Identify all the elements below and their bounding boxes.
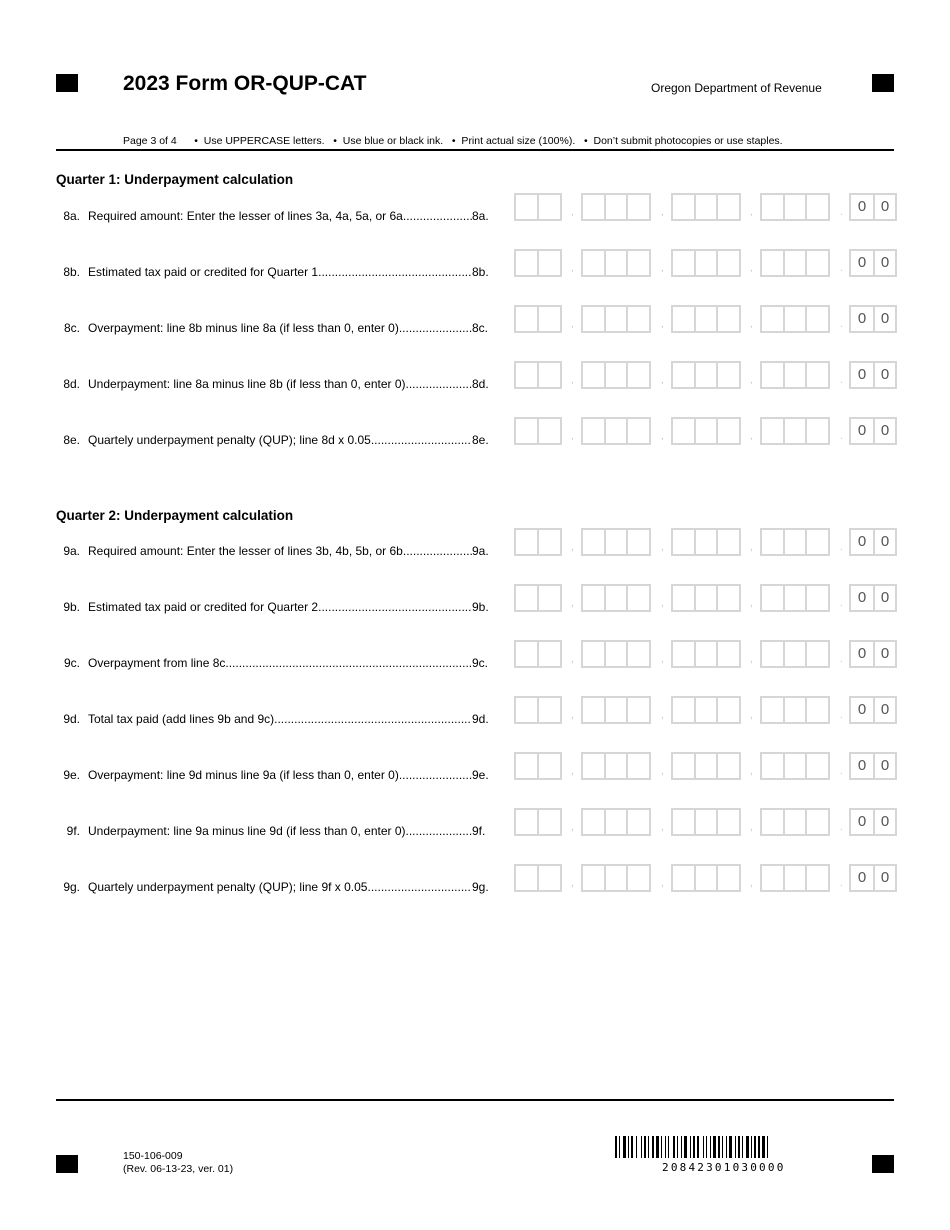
comma-separator: , <box>661 375 664 386</box>
amount-cells-units[interactable] <box>760 417 830 445</box>
line-description <box>88 712 472 726</box>
cents-digit: 0 <box>873 195 895 219</box>
registration-mark-top-left <box>56 74 78 92</box>
amount-cells-hundreds[interactable] <box>671 193 741 221</box>
barcode-bar <box>684 1136 687 1158</box>
amount-cells-hundreds[interactable] <box>671 361 741 389</box>
amount-cells-thousands[interactable] <box>581 249 651 277</box>
line-label: Quartely underpayment penalty (QUP); line 9f x 0.05 <box>88 880 368 894</box>
comma-separator: , <box>571 263 574 274</box>
cents-digit: 0 <box>873 251 895 275</box>
barcode-bar <box>746 1136 749 1158</box>
barcode-bar <box>710 1136 711 1158</box>
form-line <box>0 696 950 732</box>
line-number: 8b. <box>63 265 80 279</box>
decimal-point: . <box>840 598 843 609</box>
form-line <box>0 864 950 900</box>
barcode-bar <box>706 1136 707 1158</box>
line-description <box>88 433 472 447</box>
comma-separator: , <box>571 710 574 721</box>
line-description <box>88 265 472 279</box>
decimal-point: . <box>840 207 843 218</box>
form-line <box>0 808 950 844</box>
amount-cells-millions[interactable] <box>514 864 562 892</box>
comma-separator: , <box>661 822 664 833</box>
comma-separator: , <box>750 263 753 274</box>
cents-digit: 0 <box>857 701 867 718</box>
amount-cells-millions[interactable] <box>514 305 562 333</box>
barcode-bar <box>619 1136 620 1158</box>
line-description <box>88 880 472 894</box>
instructions-line <box>123 135 783 147</box>
amount-cells-thousands[interactable] <box>581 305 651 333</box>
comma-separator: , <box>661 319 664 330</box>
amount-cells-thousands[interactable] <box>581 584 651 612</box>
line-label: Underpayment: line 8a minus line 8b (if less than 0, enter 0) <box>88 377 406 391</box>
amount-cells-millions[interactable] <box>514 584 562 612</box>
footer-rule <box>56 1099 894 1101</box>
barcode-bar <box>681 1136 682 1158</box>
amount-cells-units[interactable] <box>760 696 830 724</box>
decimal-point: . <box>840 319 843 330</box>
leader-dots <box>403 209 472 223</box>
line-reference: 8a. <box>472 209 489 223</box>
amount-cells-millions[interactable] <box>514 417 562 445</box>
page-indicator: Page 3 of 4 <box>123 135 177 147</box>
cents-digit: 0 <box>873 698 895 722</box>
barcode-bar <box>673 1136 675 1158</box>
leader-dots <box>225 656 472 670</box>
line-description <box>88 768 472 782</box>
barcode-bar <box>636 1136 637 1158</box>
amount-cells-thousands[interactable] <box>581 528 651 556</box>
line-label: Total tax paid (add lines 9b and 9c) <box>88 712 275 726</box>
comma-separator: , <box>571 375 574 386</box>
barcode-bar <box>738 1136 740 1158</box>
comma-separator: , <box>661 598 664 609</box>
decimal-point: . <box>840 878 843 889</box>
cents-digit: 0 <box>873 419 895 443</box>
line-reference: 9b. <box>472 600 489 614</box>
barcode-bar <box>713 1136 716 1158</box>
form-title: 2023 Form OR-QUP-CAT <box>123 72 367 95</box>
comma-separator: , <box>750 822 753 833</box>
barcode-bar <box>661 1136 662 1158</box>
comma-separator: , <box>661 542 664 553</box>
amount-cells-units[interactable] <box>760 249 830 277</box>
line-reference: 9d. <box>472 712 489 726</box>
cents-cells[interactable] <box>849 864 897 892</box>
amount-cells-thousands[interactable] <box>581 193 651 221</box>
line-description <box>88 321 472 335</box>
comma-separator: , <box>750 654 753 665</box>
cents-digit: 0 <box>857 366 867 383</box>
comma-separator: , <box>661 878 664 889</box>
form-line <box>0 584 950 620</box>
line-description <box>88 600 472 614</box>
amount-cells-millions[interactable] <box>514 808 562 836</box>
cents-digit: 0 <box>857 533 867 550</box>
cents-cells[interactable] <box>849 417 897 445</box>
amount-cells-units[interactable] <box>760 305 830 333</box>
comma-separator: , <box>750 710 753 721</box>
comma-separator: , <box>661 710 664 721</box>
comma-separator: , <box>571 654 574 665</box>
line-label: Overpayment: line 9d minus line 9a (if less than 0, enter 0) <box>88 768 399 782</box>
cents-cells[interactable] <box>849 193 897 221</box>
amount-cells-millions[interactable] <box>514 528 562 556</box>
amount-cells-thousands[interactable] <box>581 752 651 780</box>
quarter2-heading: Quarter 2: Underpayment calculation <box>56 508 294 523</box>
line-description <box>88 656 472 670</box>
barcode-bar <box>631 1136 633 1158</box>
cents-digit: 0 <box>857 198 867 215</box>
barcode-bar <box>703 1136 704 1158</box>
leader-dots <box>367 880 472 894</box>
registration-mark-bottom-left <box>56 1155 78 1173</box>
line-number: 9f. <box>66 824 80 838</box>
registration-mark-bottom-right <box>872 1155 894 1173</box>
line-label: Quartely underpayment penalty (QUP); line 8d x 0.05 <box>88 433 371 447</box>
decimal-point: . <box>840 263 843 274</box>
cents-cells[interactable] <box>849 752 897 780</box>
comma-separator: , <box>661 766 664 777</box>
print-instructions: • Use UPPERCASE letters. • Use blue or black ink. • Print actual size (100%). • Don’t submit photocopies or use staples. <box>194 135 783 147</box>
cents-digit: 0 <box>857 757 867 774</box>
line-reference: 9e. <box>472 768 489 782</box>
amount-cells-hundreds[interactable] <box>671 640 741 668</box>
line-reference: 8c. <box>472 321 489 335</box>
comma-separator: , <box>571 598 574 609</box>
barcode-bar <box>641 1136 642 1158</box>
cents-cells[interactable] <box>849 696 897 724</box>
barcode-bar <box>762 1136 765 1158</box>
comma-separator: , <box>661 654 664 665</box>
form-line <box>0 528 950 564</box>
line-label: Overpayment: line 8b minus line 8a (if less than 0, enter 0) <box>88 321 399 335</box>
cents-digit: 0 <box>857 254 867 271</box>
amount-cells-thousands[interactable] <box>581 808 651 836</box>
barcode-bar <box>735 1136 736 1158</box>
line-reference: 8e. <box>472 433 489 447</box>
cents-digit: 0 <box>857 589 867 606</box>
amount-cells-hundreds[interactable] <box>671 417 741 445</box>
department-name: Oregon Department of Revenue <box>651 81 822 95</box>
form-line <box>0 640 950 676</box>
cents-digit: 0 <box>873 307 895 331</box>
cents-digit: 0 <box>873 530 895 554</box>
barcode-bar <box>718 1136 720 1158</box>
amount-cells-millions[interactable] <box>514 193 562 221</box>
barcode-bar <box>742 1136 743 1158</box>
amount-cells-millions[interactable] <box>514 640 562 668</box>
line-description <box>88 209 472 223</box>
amount-cells-units[interactable] <box>760 640 830 668</box>
cents-digit: 0 <box>857 645 867 662</box>
form-revision: (Rev. 06-13-23, ver. 01) <box>123 1163 234 1175</box>
amount-cells-units[interactable] <box>760 361 830 389</box>
line-number: 9e. <box>63 768 80 782</box>
cents-digit: 0 <box>873 363 895 387</box>
line-number: 8d. <box>63 377 80 391</box>
cents-digit: 0 <box>857 869 867 886</box>
form-line <box>0 193 950 229</box>
barcode-number: 20842301030000 <box>662 1161 786 1174</box>
amount-cells-units[interactable] <box>760 528 830 556</box>
amount-cells-hundreds[interactable] <box>671 864 741 892</box>
leader-dots <box>403 544 472 558</box>
amount-cells-units[interactable] <box>760 752 830 780</box>
line-description <box>88 824 472 838</box>
header-rule <box>56 149 894 151</box>
barcode-bar <box>644 1136 646 1158</box>
cents-digit: 0 <box>857 813 867 830</box>
decimal-point: . <box>840 766 843 777</box>
line-label: Required amount: Enter the lesser of lines 3a, 4a, 5a, or 6a <box>88 209 403 223</box>
line-reference: 9a. <box>472 544 489 558</box>
line-label: Underpayment: line 9a minus line 9d (if less than 0, enter 0) <box>88 824 406 838</box>
registration-mark-top-right <box>872 74 894 92</box>
barcode-bar <box>677 1136 678 1158</box>
amount-cells-hundreds[interactable] <box>671 752 741 780</box>
decimal-point: . <box>840 542 843 553</box>
line-reference: 8b. <box>472 265 489 279</box>
leader-dots <box>406 824 472 838</box>
line-label: Required amount: Enter the lesser of lines 3b, 4b, 5b, or 6b <box>88 544 403 558</box>
amount-cells-millions[interactable] <box>514 361 562 389</box>
cents-digit: 0 <box>873 866 895 890</box>
form-line <box>0 752 950 788</box>
cents-cells[interactable] <box>849 249 897 277</box>
comma-separator: , <box>571 878 574 889</box>
cents-cells[interactable] <box>849 528 897 556</box>
comma-separator: , <box>571 431 574 442</box>
barcode-bar <box>726 1136 727 1158</box>
barcode-bar <box>751 1136 752 1158</box>
amount-cells-units[interactable] <box>760 193 830 221</box>
barcode-bar <box>722 1136 723 1158</box>
amount-cells-millions[interactable] <box>514 752 562 780</box>
leader-dots <box>318 600 472 614</box>
barcode-bar <box>665 1136 666 1158</box>
decimal-point: . <box>840 710 843 721</box>
barcode-bar <box>668 1136 669 1158</box>
barcode-bar <box>648 1136 649 1158</box>
line-number: 9d. <box>63 712 80 726</box>
barcode-bar <box>628 1136 629 1158</box>
cents-digit: 0 <box>873 810 895 834</box>
comma-separator: , <box>750 375 753 386</box>
amount-cells-thousands[interactable] <box>581 417 651 445</box>
form-line <box>0 417 950 453</box>
comma-separator: , <box>661 431 664 442</box>
cents-digit: 0 <box>857 310 867 327</box>
cents-cells[interactable] <box>849 808 897 836</box>
line-reference: 9c. <box>472 656 489 670</box>
comma-separator: , <box>750 207 753 218</box>
cents-digit: 0 <box>873 642 895 666</box>
line-reference: 9f. <box>472 824 486 838</box>
line-number: 8e. <box>63 433 80 447</box>
line-label: Estimated tax paid or credited for Quarter 2 <box>88 600 319 614</box>
line-number: 9c. <box>63 656 80 670</box>
comma-separator: , <box>571 207 574 218</box>
line-description <box>88 544 472 558</box>
barcode-bar <box>693 1136 695 1158</box>
form-line <box>0 249 950 285</box>
cents-cells[interactable] <box>849 584 897 612</box>
leader-dots <box>371 433 472 447</box>
leader-dots <box>318 265 472 279</box>
barcode-bar <box>729 1136 732 1158</box>
amount-cells-hundreds[interactable] <box>671 528 741 556</box>
line-label: Overpayment from line 8c <box>88 656 226 670</box>
decimal-point: . <box>840 375 843 386</box>
amount-cells-thousands[interactable] <box>581 361 651 389</box>
amount-cells-hundreds[interactable] <box>671 249 741 277</box>
barcode-bar <box>615 1136 617 1158</box>
cents-cells[interactable] <box>849 361 897 389</box>
decimal-point: . <box>840 822 843 833</box>
form-number: 150-106-009 <box>123 1150 183 1162</box>
line-number: 9g. <box>63 880 80 894</box>
barcode-bar <box>690 1136 691 1158</box>
comma-separator: , <box>571 319 574 330</box>
cents-cells[interactable] <box>849 640 897 668</box>
leader-dots <box>399 321 472 335</box>
amount-cells-thousands[interactable] <box>581 640 651 668</box>
amount-cells-hundreds[interactable] <box>671 584 741 612</box>
comma-separator: , <box>571 766 574 777</box>
leader-dots <box>406 377 472 391</box>
barcode-bar <box>656 1136 659 1158</box>
line-number: 9b. <box>63 600 80 614</box>
comma-separator: , <box>750 431 753 442</box>
line-number: 8c. <box>63 321 80 335</box>
barcode <box>615 1136 827 1158</box>
form-line <box>0 305 950 341</box>
line-reference: 9g. <box>472 880 489 894</box>
amount-cells-hundreds[interactable] <box>671 808 741 836</box>
amount-cells-thousands[interactable] <box>581 696 651 724</box>
comma-separator: , <box>750 598 753 609</box>
form-line <box>0 361 950 397</box>
comma-separator: , <box>661 207 664 218</box>
decimal-point: . <box>840 431 843 442</box>
barcode-bar <box>767 1136 768 1158</box>
comma-separator: , <box>750 766 753 777</box>
line-number: 8a. <box>63 209 80 223</box>
barcode-bar <box>623 1136 626 1158</box>
amount-cells-thousands[interactable] <box>581 864 651 892</box>
barcode-bar <box>697 1136 699 1158</box>
comma-separator: , <box>750 878 753 889</box>
comma-separator: , <box>661 263 664 274</box>
line-reference: 8d. <box>472 377 489 391</box>
barcode-bar <box>652 1136 654 1158</box>
amount-cells-hundreds[interactable] <box>671 305 741 333</box>
amount-cells-millions[interactable] <box>514 249 562 277</box>
comma-separator: , <box>750 542 753 553</box>
quarter1-heading: Quarter 1: Underpayment calculation <box>56 172 294 187</box>
comma-separator: , <box>571 822 574 833</box>
amount-cells-hundreds[interactable] <box>671 696 741 724</box>
line-label: Estimated tax paid or credited for Quarter 1 <box>88 265 319 279</box>
barcode-bar <box>758 1136 760 1158</box>
cents-cells[interactable] <box>849 305 897 333</box>
barcode-bar <box>754 1136 756 1158</box>
cents-digit: 0 <box>873 586 895 610</box>
decimal-point: . <box>840 654 843 665</box>
cents-digit: 0 <box>857 422 867 439</box>
amount-cells-millions[interactable] <box>514 696 562 724</box>
leader-dots <box>399 768 472 782</box>
comma-separator: , <box>750 319 753 330</box>
line-description <box>88 377 472 391</box>
comma-separator: , <box>571 542 574 553</box>
cents-digit: 0 <box>873 754 895 778</box>
leader-dots <box>274 712 472 726</box>
form-number-block <box>123 1150 233 1176</box>
amount-cells-units[interactable] <box>760 584 830 612</box>
amount-cells-units[interactable] <box>760 808 830 836</box>
amount-cells-units[interactable] <box>760 864 830 892</box>
line-number: 9a. <box>63 544 80 558</box>
